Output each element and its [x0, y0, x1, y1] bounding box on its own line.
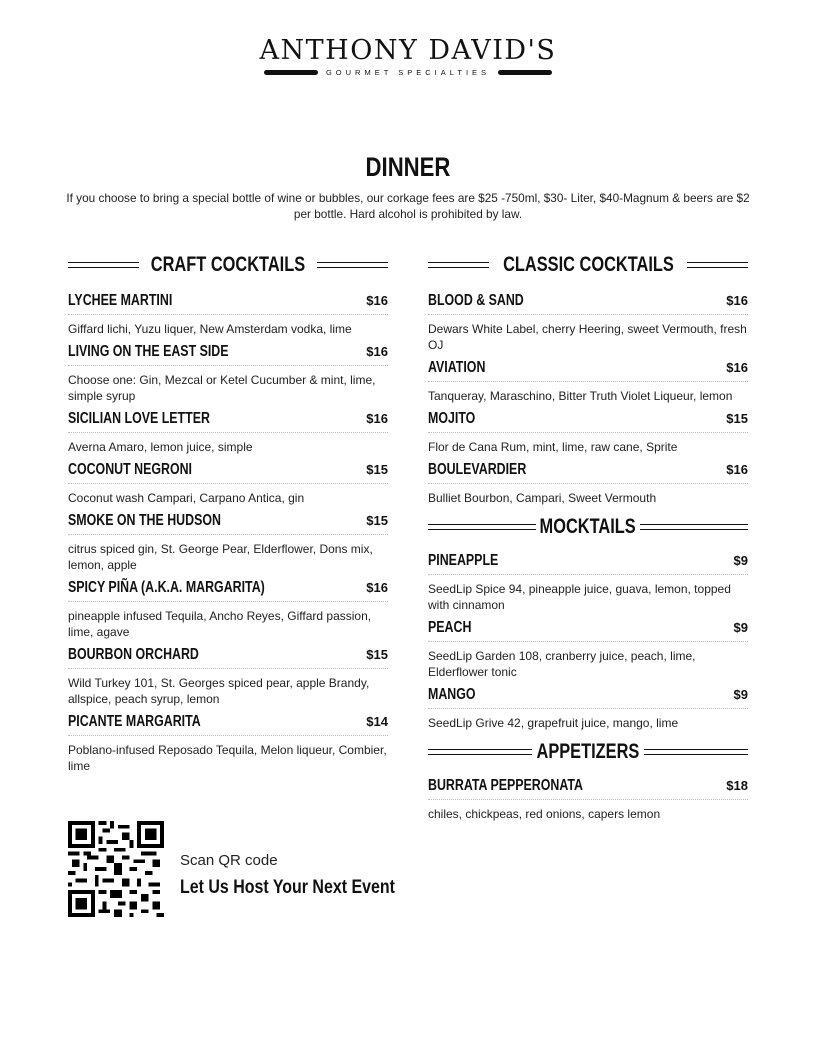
menu-item [428, 552, 748, 613]
qr-event-label: Let Us Host Your Next Event [180, 877, 395, 898]
logo-tagline-row [0, 68, 816, 77]
item-header [428, 410, 748, 433]
item-header [68, 410, 388, 433]
logo-bar-left [264, 70, 318, 75]
item-price: $16 [366, 293, 388, 308]
logo-tagline: GOURMET SPECIALTIES [325, 68, 491, 77]
item-name: BURRATA PEPPERONATA [428, 777, 583, 794]
item-description: Giffard lichi, Yuzu liquer, New Amsterdam vodka, lime [68, 322, 352, 336]
item-price: $9 [733, 620, 748, 635]
logo [0, 36, 816, 77]
menu-item [68, 292, 388, 337]
item-description: Choose one: Gin, Mezcal or Ketel Cucumber & mint, lime, simple syrup [68, 373, 376, 403]
item-price: $15 [366, 513, 388, 528]
item-name: COCONUT NEGRONI [68, 461, 192, 478]
item-description: chiles, chickpeas, red onions, capers lemon [428, 807, 661, 821]
item-name: LYCHEE MARTINI [68, 292, 173, 309]
item-name: SICILIAN LOVE LETTER [68, 410, 210, 427]
menu-item [428, 777, 748, 822]
header-rule [687, 262, 748, 268]
section-title-mocktails: MOCKTAILS [539, 515, 637, 538]
item-header [68, 343, 388, 366]
item-header [68, 646, 388, 669]
item-name: BOULEVARDIER [428, 461, 527, 478]
item-header [68, 292, 388, 315]
menu-item [68, 713, 388, 774]
header-rule [68, 262, 139, 268]
item-price: $18 [726, 778, 748, 793]
header-rule [640, 524, 748, 530]
right-column [428, 250, 748, 828]
item-description: Poblano-infused Reposado Tequila, Melon liqueur, Combier, lime [68, 743, 387, 773]
section-header-appetizers [428, 737, 748, 767]
item-description: Flor de Cana Rum, mint, lime, raw cane, Sprite [428, 440, 678, 454]
section-title-appetizers: APPETIZERS [536, 740, 640, 763]
menu-item [428, 619, 748, 680]
item-name: SMOKE ON THE HUDSON [68, 512, 221, 529]
item-name: PICANTE MARGARITA [68, 713, 201, 730]
item-price: $16 [726, 462, 748, 477]
item-header [68, 512, 388, 535]
item-header [428, 552, 748, 575]
header-rule [428, 262, 489, 268]
header-rule [644, 749, 748, 755]
menu-item [68, 646, 388, 707]
item-description: Wild Turkey 101, St. Georges spiced pear, apple Brandy, allspice, peach syrup, lemon [68, 676, 370, 706]
logo-name: ANTHONY DAVID'S [259, 35, 557, 66]
item-price: $16 [726, 360, 748, 375]
item-header [428, 619, 748, 642]
qr-text [180, 852, 436, 899]
qr-scan-label: Scan QR code [180, 852, 278, 869]
item-description: Averna Amaro, lemon juice, simple [68, 440, 253, 454]
item-name: BOURBON ORCHARD [68, 646, 199, 663]
item-header [428, 461, 748, 484]
item-description: Dewars White Label, cherry Heering, sweet Vermouth, fresh OJ [428, 322, 747, 352]
item-price: $16 [366, 344, 388, 359]
menu-item [428, 686, 748, 731]
item-description: pineapple infused Tequila, Ancho Reyes, Giffard passion, lime, agave [68, 609, 372, 639]
item-description: Coconut wash Campari, Carpano Antica, gin [68, 491, 305, 505]
item-price: $16 [726, 293, 748, 308]
section-title-classic: CLASSIC COCKTAILS [502, 253, 674, 276]
menu-item [428, 292, 748, 353]
item-price: $9 [733, 687, 748, 702]
menu-item [68, 343, 388, 404]
menu-item [68, 512, 388, 573]
item-price: $9 [733, 553, 748, 568]
item-description: SeedLip Spice 94, pineapple juice, guava, lemon, topped with cinnamon [428, 582, 731, 612]
header-rule [428, 749, 532, 755]
logo-bar-right [498, 70, 552, 75]
item-name: BLOOD & SAND [428, 292, 524, 309]
section-title-craft: CRAFT COCKTAILS [150, 253, 306, 276]
item-name: PEACH [428, 619, 472, 636]
menu-item [68, 410, 388, 455]
section-header-craft [68, 250, 388, 280]
page-title: DINNER [365, 152, 451, 182]
item-name: MOJITO [428, 410, 476, 427]
item-header [428, 359, 748, 382]
qr-code[interactable] [68, 821, 164, 917]
item-price: $16 [366, 411, 388, 426]
item-header [68, 713, 388, 736]
section-header-mocktails [428, 512, 748, 542]
item-name: MANGO [428, 686, 476, 703]
corkage-note: If you choose to bring a special bottle of wine or bubbles, our corkage fees are $25 -750ml, $30- Liter, $40-Magnum & beers are $2 per bottle. Hard alcohol is prohibited by law. [66, 191, 750, 221]
menu-item [68, 461, 388, 506]
menu-item [68, 579, 388, 640]
menu-item [428, 461, 748, 506]
item-price: $15 [366, 462, 388, 477]
item-price: $16 [366, 580, 388, 595]
item-price: $14 [366, 714, 388, 729]
item-header [428, 686, 748, 709]
header-rule [317, 262, 388, 268]
menu-item [428, 359, 748, 404]
item-name: PINEAPPLE [428, 552, 499, 569]
left-column [68, 250, 388, 780]
item-header [68, 579, 388, 602]
item-description: SeedLip Garden 108, cranberry juice, peach, lime, Elderflower tonic [428, 649, 696, 679]
item-description: Tanqueray, Maraschino, Bitter Truth Violet Liqueur, lemon [428, 389, 733, 403]
item-description: citrus spiced gin, St. George Pear, Elderflower, Dons mix, lemon, apple [68, 542, 373, 572]
item-name: SPICY PIÑA (A.K.A. MARGARITA) [68, 579, 265, 596]
item-header [428, 777, 748, 800]
item-description: SeedLip Grive 42, grapefruit juice, mango, lime [428, 716, 679, 730]
menu-item [428, 410, 748, 455]
item-price: $15 [366, 647, 388, 662]
item-name: LIVING ON THE EAST SIDE [68, 343, 229, 360]
qr-block [68, 821, 436, 917]
item-header [68, 461, 388, 484]
section-header-classic [428, 250, 748, 280]
item-header [428, 292, 748, 315]
header-rule [428, 524, 536, 530]
item-name: AVIATION [428, 359, 486, 376]
item-price: $15 [726, 411, 748, 426]
item-description: Bulliet Bourbon, Campari, Sweet Vermouth [428, 491, 657, 505]
